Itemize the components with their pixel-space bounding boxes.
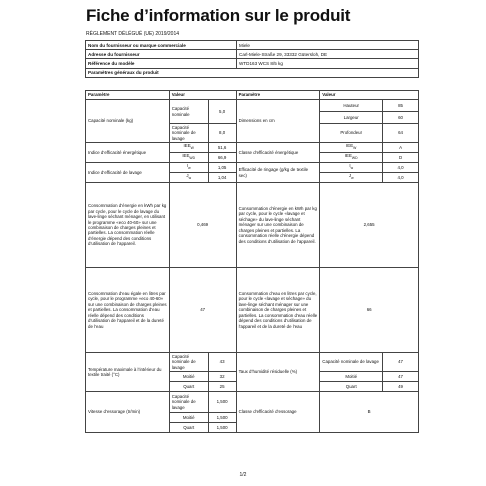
width-value: 60: [383, 112, 419, 124]
moisture-rated-value: 47: [383, 353, 419, 372]
spin-speed-quarter-value: 1,500: [208, 423, 236, 433]
rinse-efficiency-label: Efficacité de ringage (g/kg de textile sec): [236, 163, 320, 183]
table-row: [86, 392, 419, 413]
eei-wd-value: 66,9: [208, 153, 236, 163]
column-header-value: Valeur: [320, 91, 419, 100]
capacity-wash-label: Capacité nominale: [169, 100, 208, 124]
water-wash-value: 47: [169, 268, 236, 353]
supplier-name-value: Miele: [237, 41, 419, 50]
temperature-rated-label: Capacité nominale de lavage: [169, 353, 208, 372]
page-title: Fiche d’information sur le produit: [86, 6, 351, 25]
spin-class-label: Classe d’efficacité d’essorage: [236, 392, 320, 433]
energy-class-wd-label: $IEE_{WD}$: [320, 153, 383, 163]
parameters-table: [85, 90, 419, 433]
supplier-info-table: [85, 40, 419, 78]
eei-label: Indice d’efficacité énergétique: [86, 143, 170, 163]
table-row: [86, 163, 419, 173]
table-row: [86, 41, 419, 50]
energy-class-wd-value: D: [383, 153, 419, 163]
supplier-name-label: Nom du fournisseur ou marque commerciale: [86, 41, 237, 50]
supplier-address-value: Carl-Miele-Straße 29, 33332 Gütersloh, DE: [237, 50, 419, 59]
table-row: [86, 100, 419, 112]
energy-class-w-value: A: [383, 143, 419, 153]
spin-speed-rated-value: 1,500: [208, 392, 236, 413]
spin-speed-rated-label: Capacité nominale de lavage: [169, 392, 208, 413]
energy-wd-value: 2,655: [320, 183, 419, 268]
capacity-wash-value: 5,0: [208, 100, 236, 124]
depth-value: 64: [383, 124, 419, 143]
page-number: 1/2: [239, 472, 247, 478]
spin-class-value: B: [320, 392, 419, 433]
spin-speed-label: Vitesse d’essorage (tr/min): [86, 392, 170, 433]
capacity-dry-label: Capacité nominale de lavage: [169, 124, 208, 143]
temperature-rated-value: 43: [208, 353, 236, 372]
width-label: Largeur: [320, 112, 383, 124]
moisture-quarter-label: Quart: [320, 382, 383, 392]
column-header-parameter: Paramètre: [86, 91, 170, 100]
moisture-label: Taux d’humidité résiduelle (%): [236, 353, 320, 392]
moisture-half-label: Moitié: [320, 372, 383, 382]
energy-class-label: Classe d’efficacité énergétique: [236, 143, 320, 163]
spin-speed-quarter-label: Quart: [169, 423, 208, 433]
column-header-parameter: Paramètre: [236, 91, 320, 100]
table-row: [86, 68, 419, 77]
water-wd-label: Consommation d’eau en litres par cycle, pour le cycle «lavage et séchage» du lave-linge séchant ménager sur une combinaison de charges pleines et partielles. La consommation d’eau réelle dépend des conditions d’utilisation de l’appareil et de la dureté de l’eau: [236, 268, 320, 353]
spin-speed-half-value: 1,500: [208, 413, 236, 423]
temperature-label: Température maximale à l’intérieur du textile traité (°C): [86, 353, 170, 392]
energy-class-w-label: $IEE_W$: [320, 143, 383, 153]
wash-iw-value: 1,05: [208, 163, 236, 173]
rinse-iw-label: $I_w$: [320, 163, 383, 173]
temperature-half-label: Moitié: [169, 372, 208, 382]
wash-jw-value: 1,04: [208, 173, 236, 183]
rinse-jw-label: $J_w$: [320, 173, 383, 183]
temperature-quarter-label: Quart: [169, 382, 208, 392]
dimensions-label: Dimensions en cm: [236, 100, 320, 143]
table-row: [86, 183, 419, 268]
temperature-quarter-value: 25: [208, 382, 236, 392]
water-wash-label: Consommation d’eau égale en litres par cycle, pour le programme «eco 40-60» sur une combinaison de charges pleines et partielles. La consommation d’eau réelle dépend des conditions d’utilisation de l’appareil et de la dureté de l’eau: [86, 268, 170, 353]
capacity-label: Capacité nominale (kg): [86, 100, 170, 143]
regulation-reference: RÈGLEMENT DÉLÉGUÉ (UE) 2019/2014: [86, 31, 180, 37]
eei-w-value: 51,6: [208, 143, 236, 153]
rinse-jw-value: 4,0: [383, 173, 419, 183]
model-reference-label: Référence du modèle: [86, 59, 237, 68]
table-row: [86, 50, 419, 59]
water-wd-value: 66: [320, 268, 419, 353]
height-label: Hauteur: [320, 100, 383, 112]
eei-wd-label: $IEE_{WD}$: [169, 153, 208, 163]
temperature-half-value: 32: [208, 372, 236, 382]
table-row: [86, 268, 419, 353]
moisture-half-value: 47: [383, 372, 419, 382]
supplier-address-label: Adresse du fournisseur: [86, 50, 237, 59]
wash-efficiency-label: Indice d’efficacité de lavage: [86, 163, 170, 183]
energy-wash-value: 0,469: [169, 183, 236, 268]
rinse-iw-value: 4,0: [383, 163, 419, 173]
energy-wash-label: Consommation d’énergie en kWh par kg par cycle, pour le cycle de lavage du lave-linge séchant ménager, en utilisant le programme «eco 40-60» sur une combinaison de charges pleines et partielles. La consommation réelle d’énergie dépend des conditions d’utilisation de l’appareil.: [86, 183, 170, 268]
general-parameters-heading: Paramètres généraux du produit: [86, 68, 419, 77]
table-row: [86, 59, 419, 68]
spin-speed-half-label: Moitié: [169, 413, 208, 423]
capacity-dry-value: 8,0: [208, 124, 236, 143]
depth-label: Profondeur: [320, 124, 383, 143]
model-reference-value: WTD163 WCS 8/5 kg: [237, 59, 419, 68]
table-row: [86, 143, 419, 153]
wash-iw-label: $I_w$: [169, 163, 208, 173]
moisture-quarter-value: 49: [383, 382, 419, 392]
energy-wd-label: Consommation d’énergie en kWh par kg par cycle, pour le cycle «lavage et séchage» du lave-linge séchant ménager sur une combinaison de charges pleines et partielles. La consommation réelle d’énergie dépend des conditions d’utilisation de l’appareil.: [236, 183, 320, 268]
column-header-value: Valeur: [169, 91, 236, 100]
table-header-row: [86, 91, 419, 100]
eei-w-label: $IEE_W$: [169, 143, 208, 153]
moisture-rated-label: Capacité nominale de lavage: [320, 353, 383, 372]
height-value: 85: [383, 100, 419, 112]
wash-jw-label: $J_w$: [169, 173, 208, 183]
table-row: [86, 353, 419, 372]
